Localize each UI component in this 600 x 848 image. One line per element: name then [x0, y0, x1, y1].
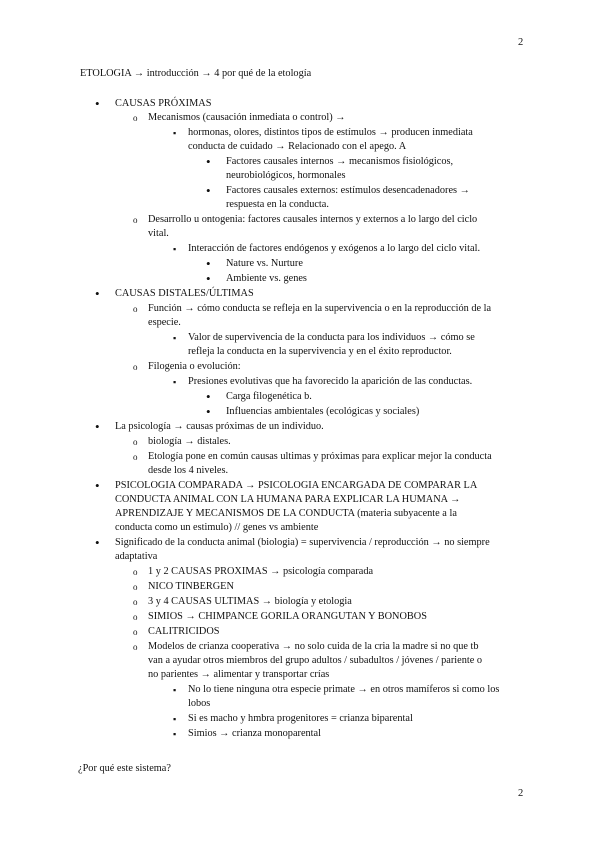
- bullet-marker: [173, 683, 176, 698]
- bullet-marker: [133, 450, 138, 465]
- bullet-marker: [95, 287, 100, 303]
- bullet-marker: [95, 97, 100, 113]
- bullet-marker: [133, 435, 138, 450]
- text-line: Valor de supervivencia de la conducta para los individuos → cómo se: [188, 332, 475, 343]
- text-line: CAUSAS PRÓXIMAS: [115, 98, 212, 109]
- bullet-marker: [133, 360, 138, 375]
- bullet-marker: [206, 184, 211, 200]
- text-line: Etología pone en común causas ultimas y próximas para explicar mejor la conducta: [148, 451, 492, 462]
- bullet-marker: [95, 536, 100, 552]
- bullet-marker: [133, 213, 138, 228]
- text-line: CALITRICIDOS: [148, 626, 220, 637]
- bullet-marker: [206, 155, 211, 171]
- bullet-marker: [133, 580, 138, 595]
- bullet-marker: [173, 375, 176, 390]
- text-line: Simios → crianza monoparental: [188, 728, 321, 739]
- text-line: 3 y 4 CAUSAS ULTIMAS → biología y etologia: [148, 596, 352, 607]
- text-line: PSICOLOGIA COMPARADA → PSICOLOGIA ENCARGADA DE COMPARAR LA: [115, 480, 478, 491]
- text-line: hormonas, olores, distintos tipos de estímulos → producen inmediata: [188, 127, 473, 138]
- text-line: desde los 4 niveles.: [148, 465, 229, 476]
- text-line: Significado de la conducta animal (biologia) = supervivencia / reproducción → no siempre: [115, 537, 490, 548]
- text-line: adaptativa: [115, 551, 158, 562]
- bullet-marker: [95, 479, 100, 495]
- text-line: Modelos de crianza cooperativa → no solo cuida de la cria la madre si no que tb: [148, 641, 479, 652]
- text-line: Nature vs. Nurture: [226, 258, 303, 269]
- text-line: van a ayudar otros miembros del grupo adultos / subadultos / jóvenes / pariente o: [148, 655, 483, 666]
- text-line: neurobiológicos, hormonales: [226, 170, 346, 181]
- text-line: SIMIOS → CHIMPANCE GORILA ORANGUTAN Y BONOBOS: [148, 611, 427, 622]
- text-line: Si es macho y hmbra progenitores = crianza biparental: [188, 713, 413, 724]
- text-line: La psicología → causas próximas de un individuo.: [115, 421, 324, 432]
- text-line: No lo tiene ninguna otra especie primate → en otros mamíferos si como los: [188, 684, 500, 695]
- text-line: Presiones evolutivas que ha favorecido la aparición de las conductas.: [188, 376, 473, 387]
- bullet-marker: [173, 712, 176, 727]
- bullet-marker: [95, 420, 100, 436]
- text-line: no parientes → alimentar y transportar crías: [148, 669, 330, 680]
- text-line: especie.: [148, 317, 181, 328]
- text-line: Función → cómo conducta se refleja en la supervivencia o en la reproducción de la: [148, 303, 492, 314]
- bullet-marker: [173, 242, 176, 257]
- text-line: APRENDIZAJE Y MECANISMOS DE LA CONDUCTA (materia subyacente a la: [115, 508, 457, 519]
- bullet-marker: [206, 272, 211, 288]
- closing-question: ¿Por qué este sistema?: [78, 763, 171, 774]
- text-line: Filogenia o evolución:: [148, 361, 241, 372]
- bullet-marker: [133, 640, 138, 655]
- text-line: Influencias ambientales (ecológicas y sociales): [226, 406, 420, 417]
- bullet-marker: [133, 625, 138, 640]
- text-line: CAUSAS DISTALES/ÚLTIMAS: [115, 288, 254, 299]
- text-line: biología → distales.: [148, 436, 231, 447]
- bullet-marker: [133, 610, 138, 625]
- bullet-marker: [133, 302, 138, 317]
- text-line: Mecanismos (causación inmediata o control) →: [148, 112, 346, 123]
- bullet-marker: [133, 595, 138, 610]
- text-line: Ambiente vs. genes: [226, 273, 307, 284]
- bullet-marker: [206, 405, 211, 421]
- text-line: NICO TINBERGEN: [148, 581, 234, 592]
- header-page-number: 2: [518, 37, 524, 48]
- text-line: lobos: [188, 698, 211, 709]
- footer-page-number: 2: [518, 788, 524, 799]
- page-title: ETOLOGIA → introducción → 4 por qué de la etología: [80, 68, 312, 79]
- bullet-marker: [173, 331, 176, 346]
- text-line: Interacción de factores endógenos y exógenos a lo largo del ciclo vital.: [188, 243, 481, 254]
- text-line: 1 y 2 CAUSAS PROXIMAS → psicología comparada: [148, 566, 374, 577]
- bullet-marker: [173, 126, 176, 141]
- text-line: Desarrollo u ontogenia: factores causales internos y externos a lo largo del ciclo: [148, 214, 478, 225]
- text-line: Factores causales internos → mecanismos fisiológicos,: [226, 156, 454, 167]
- text-line: Carga filogenética b.: [226, 391, 312, 402]
- bullet-marker: [133, 111, 138, 126]
- bullet-marker: [133, 565, 138, 580]
- bullet-marker: [173, 727, 176, 742]
- text-line: CONDUCTA ANIMAL CON LA HUMANA PARA EXPLICAR LA HUMANA →: [115, 494, 461, 505]
- text-line: conducta de cuidado → Relacionado con el apego. A: [188, 141, 407, 152]
- text-line: refleja la conducta en la supervivencia y en el éxito reproductor.: [188, 346, 452, 357]
- text-line: respuesta en la conducta.: [226, 199, 329, 210]
- text-line: Factores causales externos: estímulos desencadenadores →: [226, 185, 470, 196]
- text-line: vital.: [148, 228, 169, 239]
- text-line: conducta como un estimulo) // genes vs ambiente: [115, 522, 319, 533]
